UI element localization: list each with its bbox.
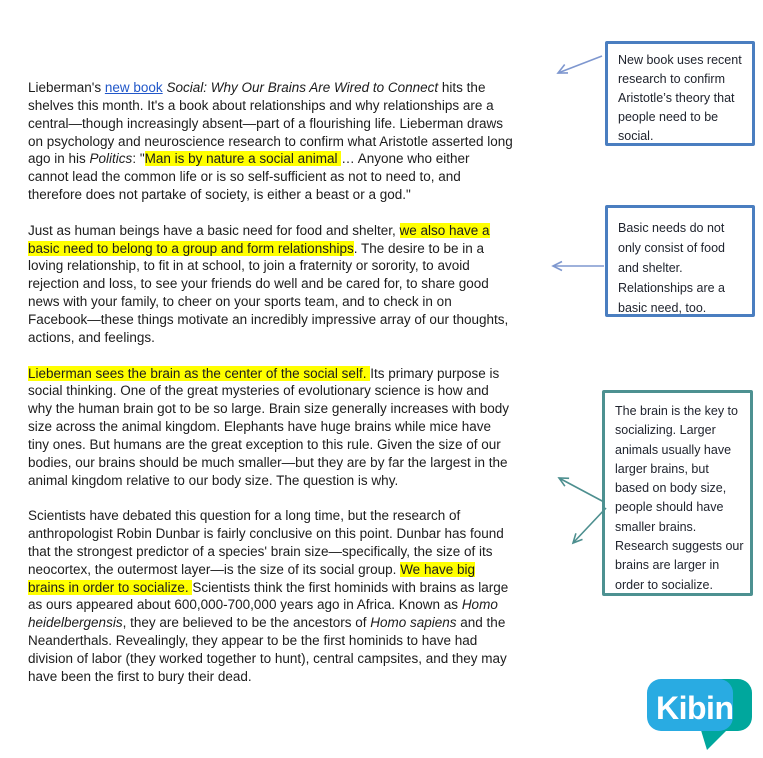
comment-text-line: Aristotle’s theory that [618,91,735,105]
text-line [28,293,513,311]
text-line [28,400,513,418]
margin-comment-2 [605,205,755,317]
comment-text-line: socializing. Larger [615,423,716,438]
plain-text: why the human brain got to be so large. Brain size generally increases with body [28,401,510,417]
plain-text: anthropologist Robin Dunbar is fairly conclusive on this point. Dunbar has found [28,526,504,542]
plain-text: actions, and feelings. [28,329,155,345]
plain-text: Just as human beings have a basic need for food and shelter, [28,222,400,238]
plain-text: division of labor (they worked together to hunt), central campsites, and they may [28,651,507,666]
comment-text-line: animals usually have [615,442,732,457]
text-line [28,382,513,400]
text-line [28,79,513,97]
text-line [28,222,513,240]
comment-text-line: The brain is the key to [615,404,738,418]
text-line [28,543,513,561]
text-line [28,561,513,579]
italic-text: Politics [89,151,133,167]
text-line [28,186,513,204]
speech-bubble-icon [647,679,753,753]
plain-text: bodies, our brains should be much smaller—but they are by far the largest in the [28,454,508,470]
comment-text-line: Research suggests our [615,539,744,554]
italic-text: Homo [461,597,498,613]
plain-text: that the strongest predictor of a species' brain size—specifically, the size of its [28,543,493,559]
text-line [28,436,513,454]
plain-text: Scientists have debated this question for a long time, but the research of [28,508,461,524]
comment-text-line: research to confirm [618,72,725,86]
text-line [28,115,513,133]
comment-text-line: only consist of food [618,241,726,255]
text-line [28,579,513,597]
paragraph-2 [28,222,513,347]
plain-text: size across the animal kingdom. Elephants have huge brains while mice have [28,419,492,435]
text-line [28,275,513,293]
highlighted-text: We have big [400,561,475,577]
text-line [28,168,513,186]
text-line [28,632,513,650]
plain-text: ago in his [28,151,90,167]
plain-text: Lieberman's [28,80,105,95]
comment-text-line: Relationships are a [618,281,726,295]
italic-text: heidelbergensis [28,615,123,631]
plain-text: tiny ones. But humans are the great exception to this rule. Given the size of our [28,436,501,452]
text-line [28,650,513,668]
paragraph-3 [28,365,513,490]
paragraph-4 [28,507,513,685]
comment-text-line: larger brains, but [615,461,709,476]
text-line [28,311,513,329]
italic-text: Social: Why Our Brains Are Wired to Connect [166,80,439,95]
plain-text: therefore does not partake of society, is either a beast or a god." [28,187,411,203]
text-line [28,472,513,490]
plain-text: neocortex, the outermost layer—is the size of its social group. [28,561,401,577]
plain-text: , they are believed to be the ancestors of [122,615,371,631]
margin-comment-3 [602,390,753,596]
italic-text: Homo sapiens [370,615,457,631]
plain-text: Neanderthals. Revealingly, they appear to be the first hominids to have had [28,633,478,649]
plain-text: : " [132,151,145,167]
plain-text: central—though increasingly absent—part of a flourishing life. Lieberman draws [28,115,504,131]
comment-text-line: basic need, too. [618,301,707,315]
plain-text: . The desire to be in a [353,240,485,256]
comment-text-line: people should have [615,500,724,515]
plain-text: hits the [438,80,486,95]
text-line [28,668,513,686]
plain-text: animal kingdom relative to our body size. The question is why. [28,472,399,488]
highlighted-text: Man is by nature a social animal [144,151,342,167]
comment-text-line: based on body size, [615,481,727,496]
text-line [28,329,513,347]
highlighted-text: Lieberman sees the brain as the center of the social self. [28,365,371,381]
text-line [28,596,513,614]
text-line [28,150,513,168]
text-line [28,133,513,151]
plain-text: shelves this month. It's a book about relationships and why relationships are a [28,97,494,113]
plain-text: news with your family, to cheer on your sports team, and to check in on [28,294,452,310]
plain-text: social thinking. One of the great mysteries of evolutionary science is how and [28,383,489,399]
plain-text: on psychology and neuroscience research to confirm what Aristotle asserted long [28,133,513,149]
comment2-arrow [553,262,604,271]
text-line [28,525,513,543]
text-line [28,365,513,383]
text-line [28,97,513,115]
comment-text-line: New book uses recent [618,53,742,67]
margin-comment-1 [605,41,755,146]
comment1-arrow [558,56,602,73]
comment-text-line: Basic needs do not [618,221,725,235]
plain-text: have been the first to bury their dead. [28,668,252,684]
comment-text-line: people need to be [618,110,719,124]
comment-text-line: order to socialize. [615,577,713,592]
essay-link[interactable]: new book [104,80,163,95]
essay-text [28,79,513,704]
plain-text: and the [456,615,506,631]
plain-text: rejection and loss, to see your friends do well and be cared for, to share good [28,276,489,292]
paragraph-1 [28,79,513,204]
comment-text-line: social. [618,129,654,143]
comment-text-line: brains are larger in [615,558,720,573]
comment-text-line: smaller brains. [615,519,697,534]
plain-text: cannot lead the common life or is so self-sufficient as not to need to, and [28,169,461,185]
text-line [28,614,513,632]
plain-text: as ours appeared about 600,000-700,000 years ago in Africa. Known as [28,597,462,613]
text-line [28,418,513,436]
highlighted-text: we also have a [399,222,490,238]
highlighted-text: brains in order to socialize. [28,579,193,595]
text-line [28,507,513,525]
plain-text: Its primary purpose is [370,365,500,381]
comment-text-line: and shelter. [618,261,683,275]
comment3-arrow-up [559,478,604,502]
plain-text: loving relationship, to fit in at school, to join a fraternity or sorority, to avoid [28,258,470,274]
text-line [28,454,513,472]
kibin-logo [647,679,753,753]
text-line [28,257,513,275]
logo-wordmark: Kibin [656,690,734,726]
plain-text: … Anyone who either [341,151,470,167]
highlighted-text: basic need to belong to a group and form relationships [28,240,354,256]
text-line [28,240,513,258]
plain-text: Facebook—these things motivate an incredibly impressive array of our thoughts, [28,311,509,327]
plain-text: Scientists think the first hominids with brains as large [192,579,509,595]
